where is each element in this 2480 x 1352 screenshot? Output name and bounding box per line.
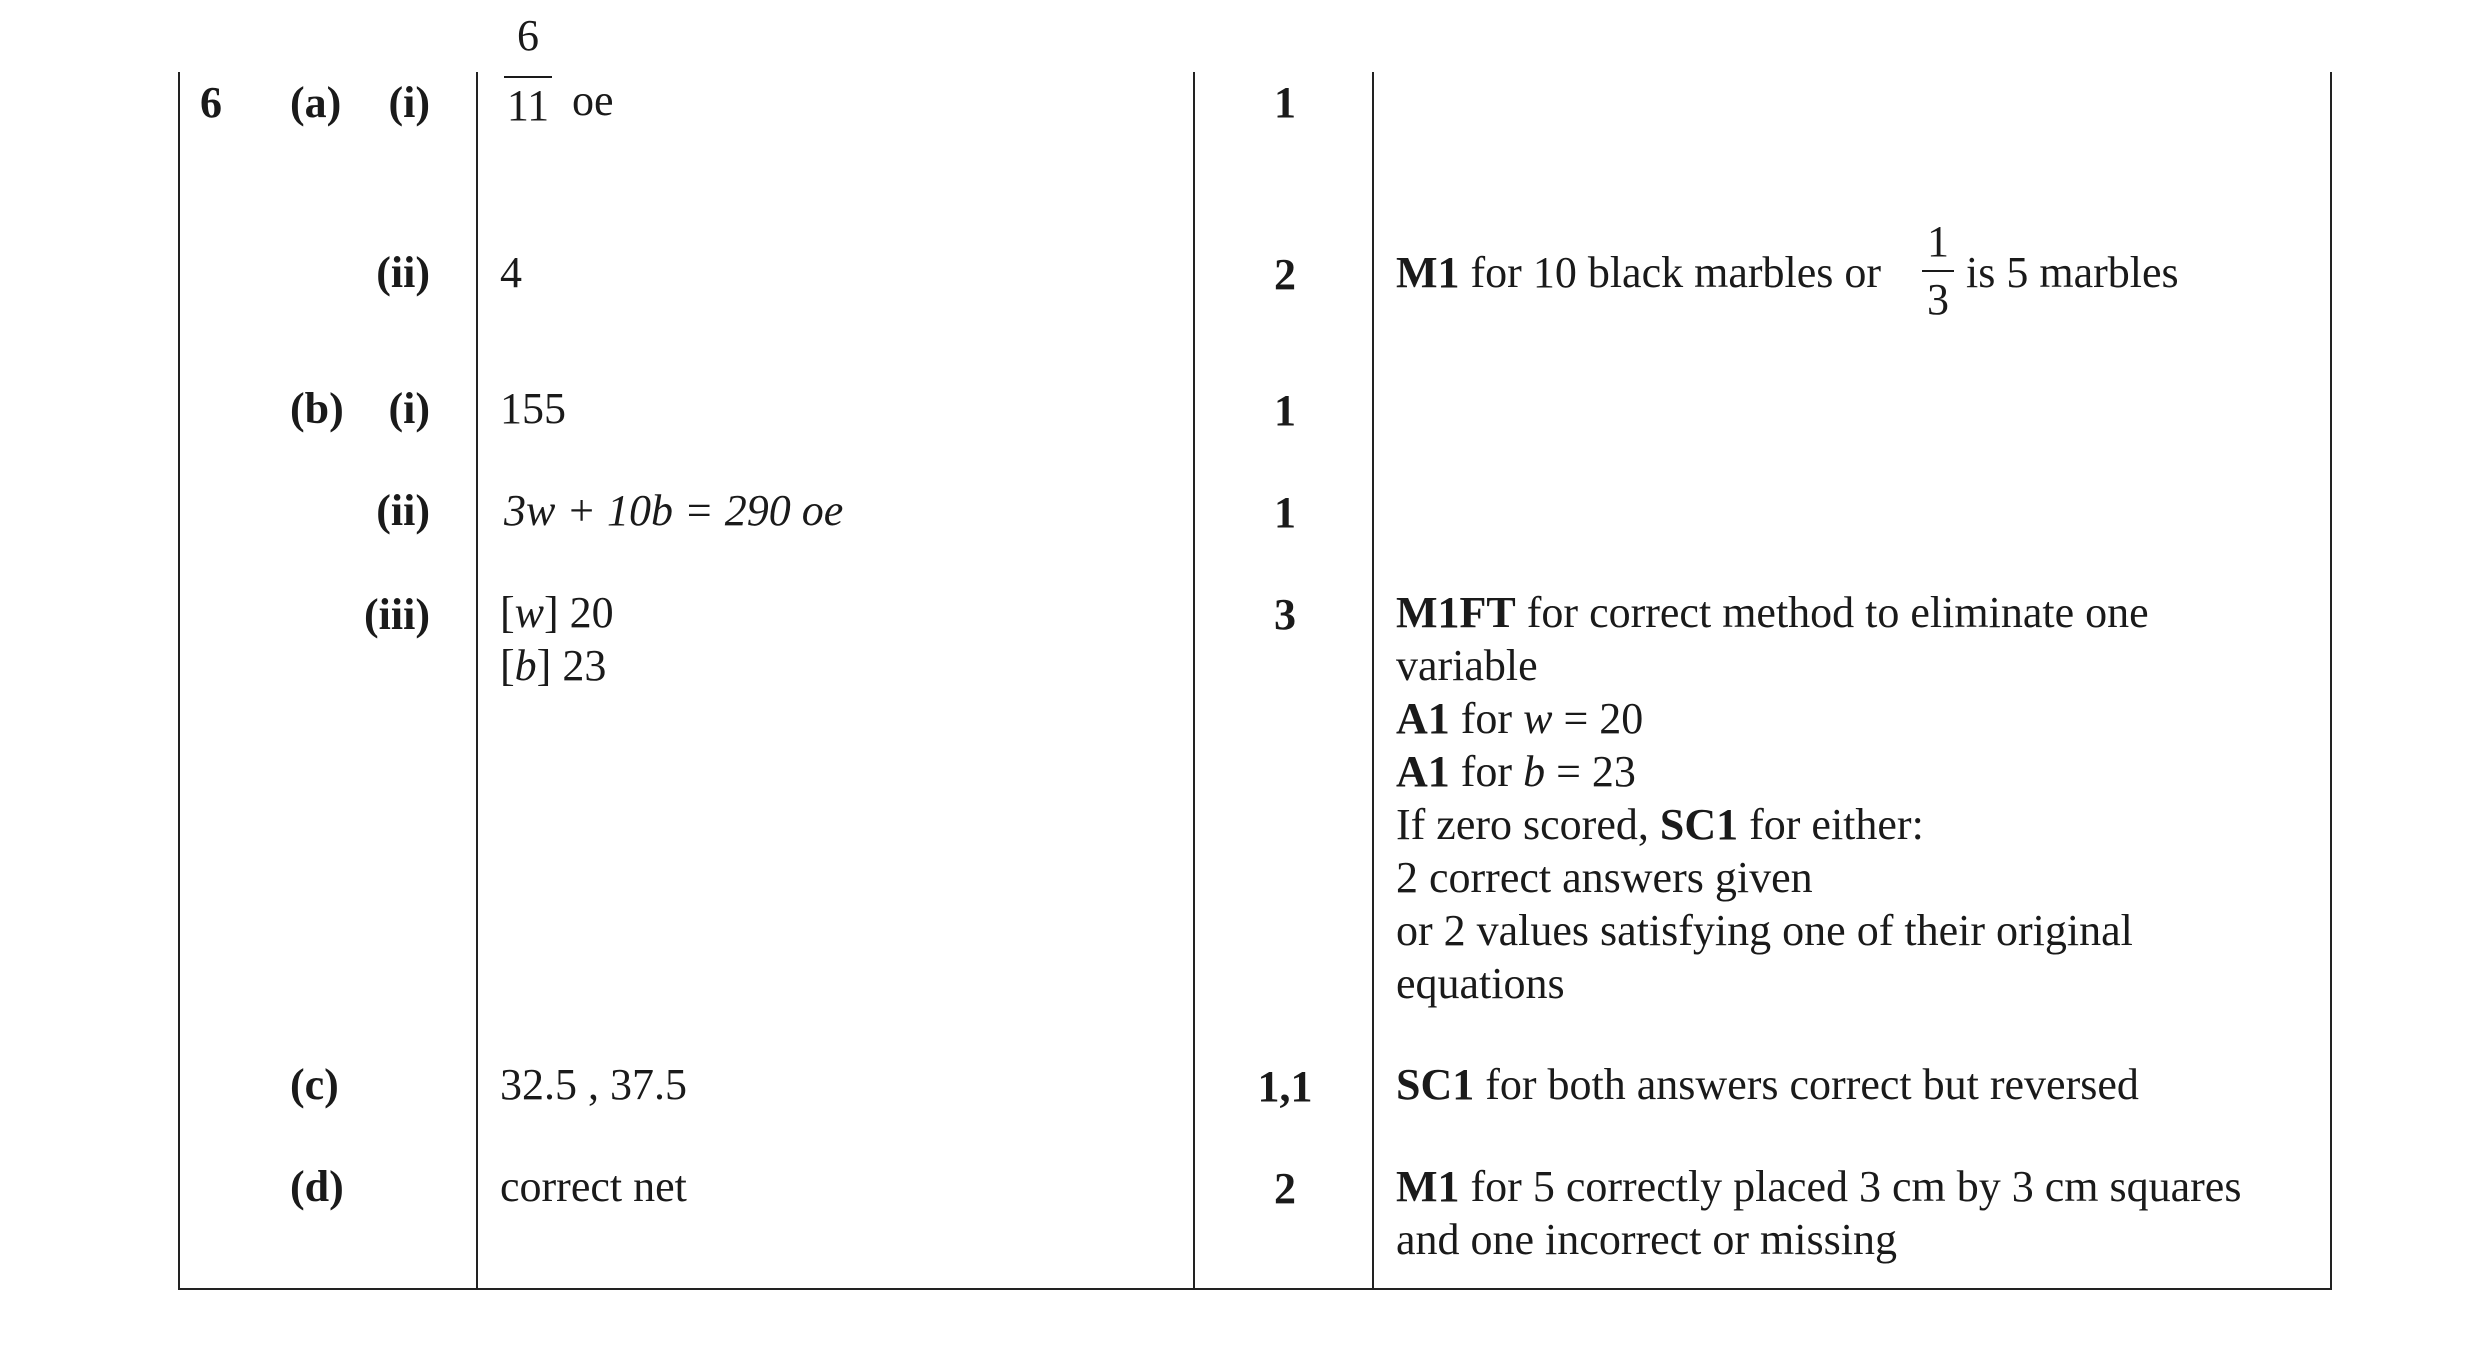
guidance-code: A1 [1396, 694, 1450, 743]
part-label-b: (b) [290, 384, 344, 433]
guidance-value: = 23 [1556, 747, 1636, 796]
guidance-code: SC1 [1396, 1060, 1475, 1109]
guidance-b-iii-a1w [1396, 692, 1643, 745]
answer-b-label: b [514, 641, 537, 690]
guidance-b-iii-sc1 [1396, 798, 1924, 851]
fraction-denominator: 3 [1927, 275, 1949, 324]
guidance-b-iii-m1ft-cont: variable [1396, 641, 1538, 690]
mark-c: 1,1 [1257, 1062, 1313, 1111]
answer-b-value: 23 [562, 641, 607, 690]
guidance-c [1396, 1058, 2139, 1111]
answer-a-ii: 4 [500, 248, 522, 297]
mark-d: 2 [1274, 1164, 1296, 1213]
answer-b-ii: 3w + 10b = 290 oe [504, 486, 844, 535]
mark-a-ii: 2 [1274, 250, 1296, 299]
part-label-d: (d) [290, 1162, 344, 1211]
guidance-code: M1 [1396, 1162, 1460, 1211]
subpart-label-b-iii: (iii) [364, 590, 430, 639]
part-label-a: (a) [290, 78, 342, 127]
answer-a-i-suffix: oe [572, 76, 614, 125]
fraction-denominator: 11 [506, 81, 550, 130]
part-label-c: (c) [290, 1060, 339, 1109]
mark-a-i: 1 [1274, 78, 1296, 127]
guidance-b-iii-m1ft [1396, 586, 2149, 639]
table-border-right [2330, 72, 2332, 1290]
guidance-var: b [1523, 747, 1546, 796]
guidance-text: for [1460, 747, 1513, 796]
guidance-text: for [1460, 694, 1513, 743]
question-number: 6 [200, 78, 222, 127]
guidance-text: for both answers correct but reversed [1485, 1060, 2139, 1109]
guidance-a-ii-fraction [1922, 217, 1954, 324]
guidance-b-iii-line-a: 2 correct answers given [1396, 853, 1813, 902]
guidance-value: = 20 [1563, 694, 1644, 743]
subpart-label-a-ii: (ii) [376, 248, 430, 297]
guidance-text: for either: [1749, 800, 1924, 849]
guidance-d-cont: and one incorrect or missing [1396, 1215, 1897, 1264]
subpart-label-a-i: (i) [388, 78, 430, 127]
column-divider-answer [476, 72, 478, 1290]
guidance-var: w [1523, 694, 1553, 743]
answer-a-i-fraction [504, 11, 552, 130]
answer-w-label: w [514, 588, 545, 637]
fraction-numerator: 1 [1927, 217, 1949, 266]
mark-b-iii: 3 [1274, 590, 1296, 639]
guidance-code: A1 [1396, 747, 1450, 796]
guidance-a-ii-code: M1 [1396, 248, 1460, 297]
subpart-label-b-i: (i) [388, 384, 430, 433]
guidance-text: for correct method to eliminate one [1526, 588, 2149, 637]
table-border-bottom [178, 1288, 2332, 1290]
fraction-bar [1922, 270, 1954, 272]
guidance-a-ii-text2: is 5 marbles [1966, 248, 2179, 297]
guidance-a-ii [1396, 246, 1881, 299]
guidance-b-iii-line-b: or 2 values satisfying one of their original [1396, 906, 2133, 955]
guidance-code: M1FT [1396, 588, 1516, 637]
answer-d: correct net [500, 1162, 687, 1211]
answer-w-value: 20 [569, 588, 614, 637]
answer-b-iii-w: [w] 20 [500, 588, 614, 637]
guidance-b-iii-line-c: equations [1396, 959, 1565, 1008]
fraction-numerator: 6 [517, 11, 539, 60]
guidance-text: for 5 correctly placed 3 cm by 3 cm squares [1470, 1162, 2242, 1211]
guidance-b-iii-a1b [1396, 745, 1636, 798]
guidance-code: SC1 [1659, 800, 1739, 849]
mark-b-i: 1 [1274, 386, 1296, 435]
answer-b-iii-b: [b] 23 [500, 641, 607, 690]
guidance-d [1396, 1160, 2241, 1213]
answer-b-i: 155 [500, 384, 566, 433]
mark-b-ii: 1 [1274, 488, 1296, 537]
guidance-a-ii-text1: for 10 black marbles or [1470, 248, 1882, 297]
answer-c: 32.5 , 37.5 [500, 1060, 687, 1109]
guidance-text: If zero scored, [1396, 800, 1649, 849]
subpart-label-b-ii: (ii) [376, 486, 430, 535]
